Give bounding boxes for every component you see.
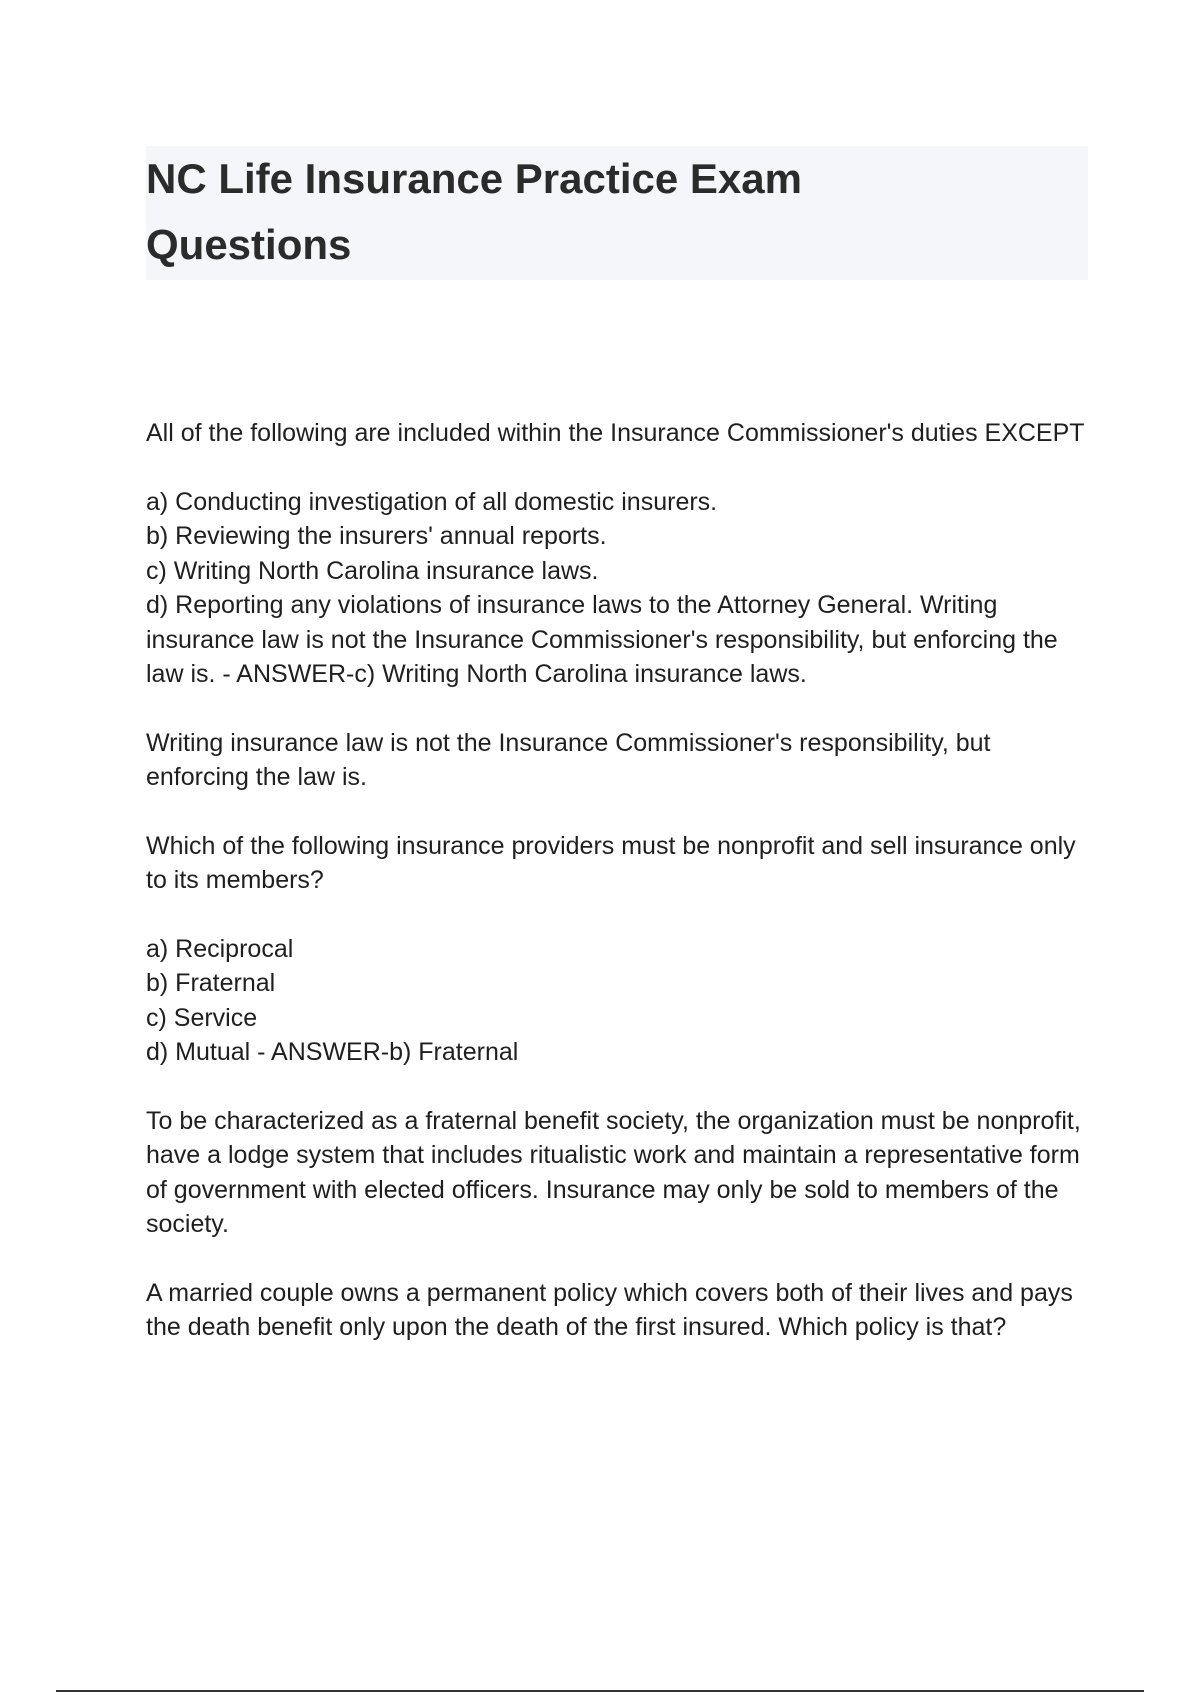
q2-option-a: a) Reciprocal xyxy=(146,934,294,963)
document-body xyxy=(146,416,1088,1379)
q2-option-c: c) Service xyxy=(146,1003,258,1032)
q1-option-d-answer: d) Reporting any violations of insurance laws to the Attorney General. Writing insurance law is not the Insurance Commissioner's responsibility, but enforcing the law is. - ANSWER-c) Writing North Carolina insurance laws. xyxy=(146,591,1058,688)
q1-option-c: c) Writing North Carolina insurance laws. xyxy=(146,556,599,585)
q1-question: All of the following are included within the Insurance Commissioner's duties EXCEPT xyxy=(146,419,1085,447)
q2-explanation: To be characterized as a fraternal benefit society, the organization must be nonprofit, have a lodge system that includes ritualistic work and maintain a representative form of government with elected officers. Insurance may only be sold to members of the society. xyxy=(146,1106,1081,1238)
q2-options xyxy=(146,932,1088,1070)
q1-option-b: b) Reviewing the insurers' annual reports. xyxy=(146,522,607,550)
q1-explanation: Writing insurance law is not the Insurance Commissioner's responsibility, but enforcing the law is. xyxy=(146,728,991,791)
q2-option-b: b) Fraternal xyxy=(146,969,276,997)
title-banner xyxy=(146,146,1088,280)
q1-option-a: a) Conducting investigation of all domestic insurers. xyxy=(146,487,718,516)
q2-option-d-answer: d) Mutual - ANSWER-b) Fraternal xyxy=(146,1038,519,1066)
q2-question: Which of the following insurance providers must be nonprofit and sell insurance only to its members? xyxy=(146,831,1076,894)
page-title: NC Life Insurance Practice Exam Questions xyxy=(146,155,802,268)
q1-options xyxy=(146,485,1088,692)
footer-divider xyxy=(56,1690,1144,1692)
q3-question: A married couple owns a permanent policy which covers both of their lives and pays the death benefit only upon the death of the first insured. Which policy is that? xyxy=(146,1278,1073,1341)
